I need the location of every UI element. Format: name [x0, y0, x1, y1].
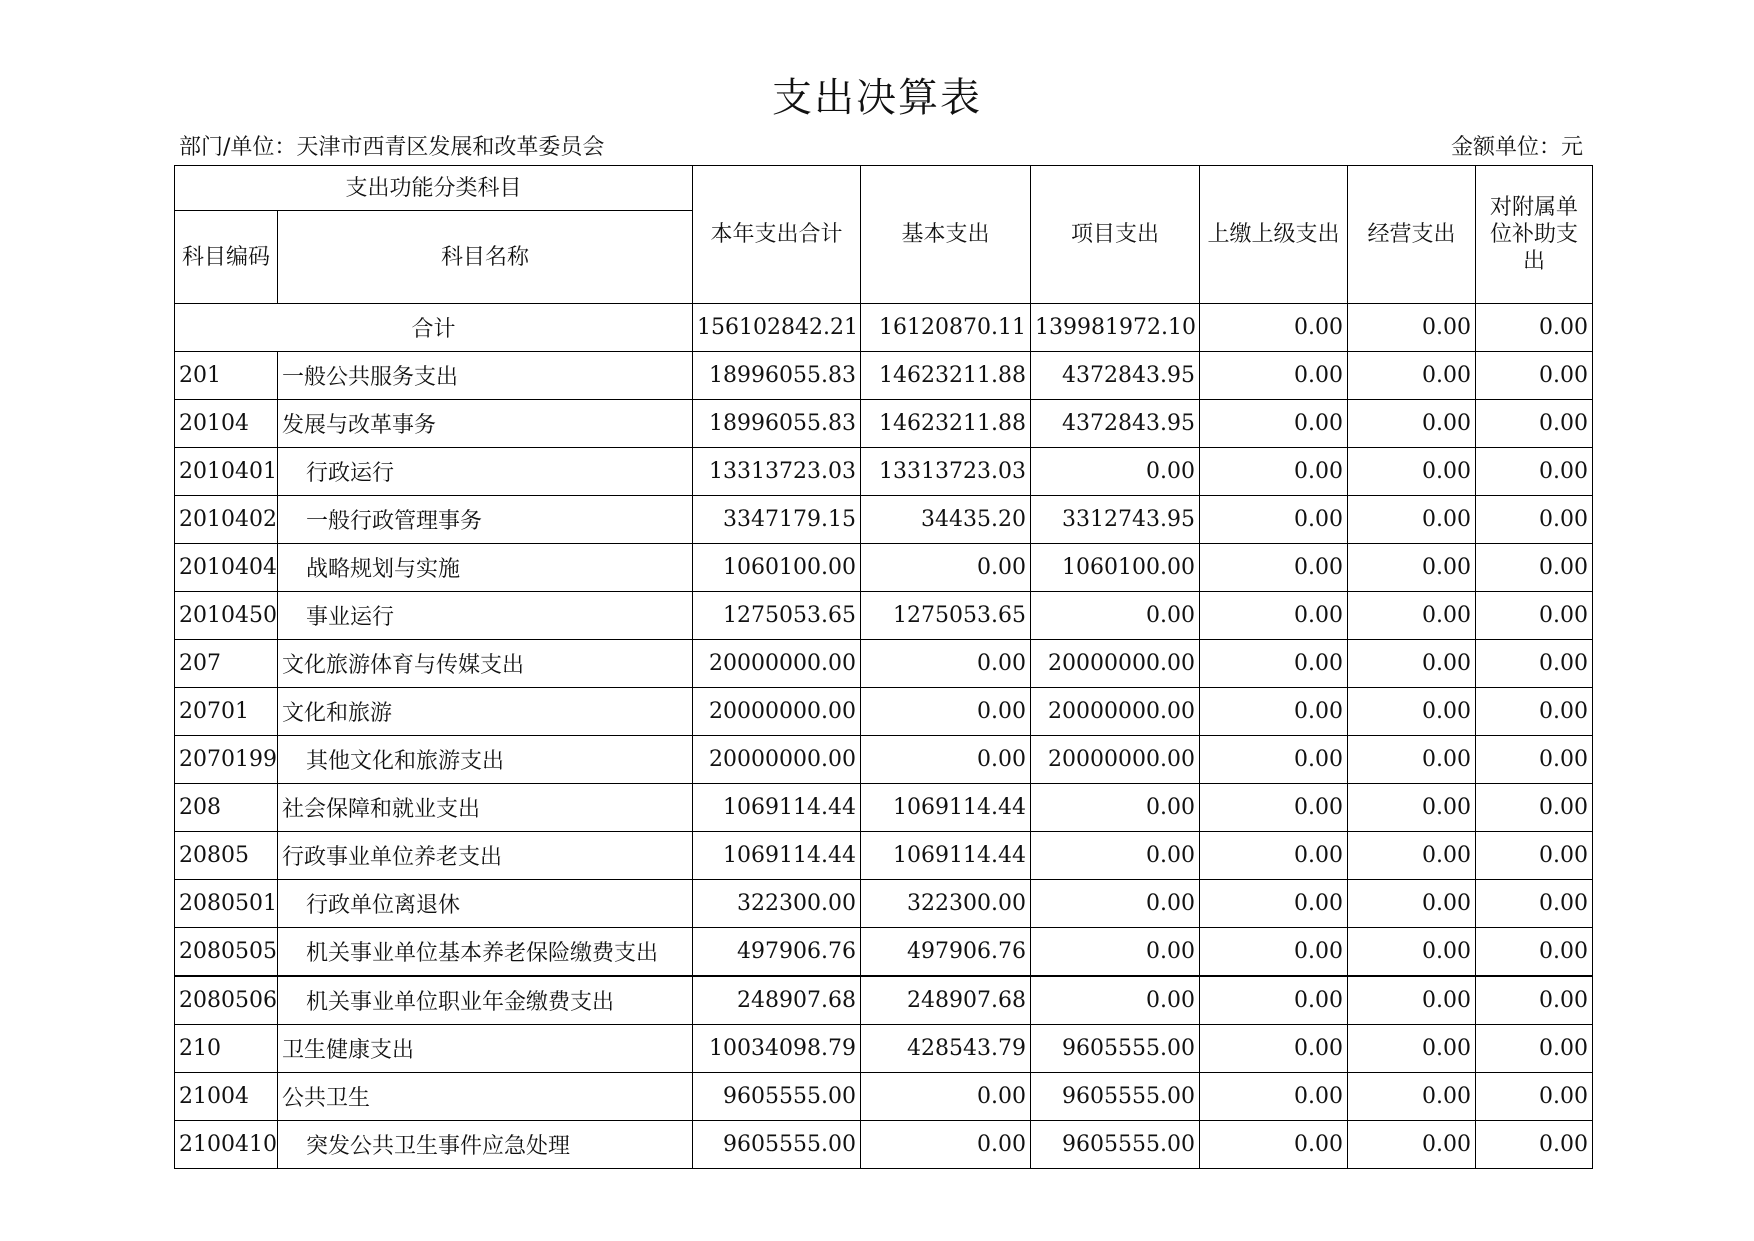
cell-project: 0.00 [1031, 592, 1200, 640]
table-row [175, 832, 1593, 880]
cell-basic: 0.00 [861, 544, 1031, 592]
cell-upper: 0.00 [1200, 880, 1348, 928]
cell-basic: 0.00 [861, 640, 1031, 688]
cell-subsidy: 0.00 [1476, 1073, 1593, 1121]
cell-basic: 1069114.44 [861, 784, 1031, 832]
cell-project: 0.00 [1031, 976, 1200, 1025]
header-basic: 基本支出 [861, 166, 1031, 304]
cell-subsidy: 0.00 [1476, 736, 1593, 784]
cell-total: 13313723.03 [693, 448, 861, 496]
cell-business: 0.00 [1348, 976, 1476, 1025]
cell-total: 10034098.79 [693, 1025, 861, 1073]
cell-business: 0.00 [1348, 640, 1476, 688]
cell-total: 1060100.00 [693, 544, 861, 592]
cell-name: 机关事业单位基本养老保险缴费支出 [278, 928, 693, 977]
cell-name: 机关事业单位职业年金缴费支出 [278, 976, 693, 1025]
cell-subsidy: 0.00 [1476, 496, 1593, 544]
cell-business: 0.00 [1348, 928, 1476, 977]
cell-name: 战略规划与实施 [278, 544, 693, 592]
cell-code: 2080506 [175, 976, 278, 1025]
cell-total: 9605555.00 [693, 1073, 861, 1121]
cell-subsidy: 0.00 [1476, 832, 1593, 880]
header-function-classification: 支出功能分类科目 [175, 166, 693, 211]
cell-code: 2010404 [175, 544, 278, 592]
cell-code: 201 [175, 352, 278, 400]
header-total: 本年支出合计 [693, 166, 861, 304]
cell-code: 2010401 [175, 448, 278, 496]
cell-project: 20000000.00 [1031, 688, 1200, 736]
cell-subsidy: 0.00 [1476, 928, 1593, 977]
table-row [175, 688, 1593, 736]
cell-project: 9605555.00 [1031, 1121, 1200, 1169]
cell-subsidy: 0.00 [1476, 592, 1593, 640]
cell-basic: 322300.00 [861, 880, 1031, 928]
cell-code: 2070199 [175, 736, 278, 784]
cell-name: 其他文化和旅游支出 [278, 736, 693, 784]
cell-code: 2010402 [175, 496, 278, 544]
cell-total: 3347179.15 [693, 496, 861, 544]
cell-basic: 0.00 [861, 1121, 1031, 1169]
cell-basic: 0.00 [861, 1073, 1031, 1121]
cell-total: 18996055.83 [693, 352, 861, 400]
table-row [175, 1073, 1593, 1121]
cell-upper: 0.00 [1200, 640, 1348, 688]
cell-upper: 0.00 [1200, 928, 1348, 977]
table-row [175, 448, 1593, 496]
cell-business: 0.00 [1348, 688, 1476, 736]
cell-project: 0.00 [1031, 784, 1200, 832]
cell-business: 0.00 [1348, 736, 1476, 784]
cell-upper: 0.00 [1200, 448, 1348, 496]
total-subsidy: 0.00 [1476, 304, 1593, 352]
cell-business: 0.00 [1348, 352, 1476, 400]
cell-business: 0.00 [1348, 784, 1476, 832]
cell-business: 0.00 [1348, 592, 1476, 640]
cell-code: 207 [175, 640, 278, 688]
cell-business: 0.00 [1348, 1121, 1476, 1169]
cell-upper: 0.00 [1200, 400, 1348, 448]
cell-basic: 1275053.65 [861, 592, 1031, 640]
total-project: 139981972.10 [1031, 304, 1200, 352]
cell-basic: 13313723.03 [861, 448, 1031, 496]
cell-business: 0.00 [1348, 496, 1476, 544]
header-code: 科目编码 [175, 211, 278, 304]
cell-basic: 34435.20 [861, 496, 1031, 544]
header-upper: 上缴上级支出 [1200, 166, 1348, 304]
cell-total: 20000000.00 [693, 736, 861, 784]
cell-upper: 0.00 [1200, 1073, 1348, 1121]
cell-project: 0.00 [1031, 880, 1200, 928]
cell-subsidy: 0.00 [1476, 880, 1593, 928]
cell-total: 1069114.44 [693, 784, 861, 832]
cell-basic: 248907.68 [861, 976, 1031, 1025]
cell-basic: 14623211.88 [861, 400, 1031, 448]
cell-subsidy: 0.00 [1476, 448, 1593, 496]
cell-subsidy: 0.00 [1476, 640, 1593, 688]
cell-basic: 0.00 [861, 736, 1031, 784]
cell-subsidy: 0.00 [1476, 400, 1593, 448]
cell-project: 9605555.00 [1031, 1073, 1200, 1121]
header-name: 科目名称 [278, 211, 693, 304]
table-row [175, 592, 1593, 640]
cell-code: 21004 [175, 1073, 278, 1121]
cell-code: 2010450 [175, 592, 278, 640]
cell-total: 18996055.83 [693, 400, 861, 448]
table-row [175, 880, 1593, 928]
cell-project: 4372843.95 [1031, 352, 1200, 400]
total-business: 0.00 [1348, 304, 1476, 352]
cell-basic: 14623211.88 [861, 352, 1031, 400]
cell-total: 20000000.00 [693, 640, 861, 688]
total-sum: 156102842.21 [693, 304, 861, 352]
cell-upper: 0.00 [1200, 784, 1348, 832]
cell-upper: 0.00 [1200, 592, 1348, 640]
cell-project: 20000000.00 [1031, 640, 1200, 688]
cell-code: 208 [175, 784, 278, 832]
cell-subsidy: 0.00 [1476, 1025, 1593, 1073]
cell-subsidy: 0.00 [1476, 544, 1593, 592]
cell-name: 公共卫生 [278, 1073, 693, 1121]
cell-upper: 0.00 [1200, 1025, 1348, 1073]
cell-total: 1069114.44 [693, 832, 861, 880]
cell-name: 文化旅游体育与传媒支出 [278, 640, 693, 688]
cell-name: 突发公共卫生事件应急处理 [278, 1121, 693, 1169]
cell-upper: 0.00 [1200, 976, 1348, 1025]
table-row [175, 928, 1593, 977]
cell-name: 行政事业单位养老支出 [278, 832, 693, 880]
header-business: 经营支出 [1348, 166, 1476, 304]
cell-upper: 0.00 [1200, 496, 1348, 544]
cell-name: 社会保障和就业支出 [278, 784, 693, 832]
cell-code: 20104 [175, 400, 278, 448]
total-label: 合计 [175, 304, 693, 352]
cell-business: 0.00 [1348, 1073, 1476, 1121]
cell-name: 卫生健康支出 [278, 1025, 693, 1073]
table-row [175, 640, 1593, 688]
cell-upper: 0.00 [1200, 736, 1348, 784]
cell-name: 行政单位离退休 [278, 880, 693, 928]
cell-subsidy: 0.00 [1476, 1121, 1593, 1169]
cell-business: 0.00 [1348, 1025, 1476, 1073]
cell-total: 248907.68 [693, 976, 861, 1025]
cell-subsidy: 0.00 [1476, 352, 1593, 400]
expenditure-table [174, 165, 1593, 1169]
table-row [175, 1025, 1593, 1073]
cell-project: 1060100.00 [1031, 544, 1200, 592]
page-title: 支出决算表 [772, 75, 982, 121]
cell-upper: 0.00 [1200, 688, 1348, 736]
table-row [175, 784, 1593, 832]
table-row [175, 544, 1593, 592]
cell-total: 9605555.00 [693, 1121, 861, 1169]
cell-total: 1275053.65 [693, 592, 861, 640]
cell-business: 0.00 [1348, 400, 1476, 448]
cell-name: 一般行政管理事务 [278, 496, 693, 544]
cell-subsidy: 0.00 [1476, 784, 1593, 832]
cell-name: 一般公共服务支出 [278, 352, 693, 400]
table-row [175, 976, 1593, 1025]
cell-project: 9605555.00 [1031, 1025, 1200, 1073]
cell-total: 322300.00 [693, 880, 861, 928]
header-subsidy: 对附属单位补助支出 [1476, 166, 1593, 304]
cell-name: 发展与改革事务 [278, 400, 693, 448]
cell-total: 20000000.00 [693, 688, 861, 736]
table-row [175, 352, 1593, 400]
cell-basic: 497906.76 [861, 928, 1031, 977]
cell-basic: 428543.79 [861, 1025, 1031, 1073]
total-basic: 16120870.11 [861, 304, 1031, 352]
cell-name: 行政运行 [278, 448, 693, 496]
cell-project: 20000000.00 [1031, 736, 1200, 784]
cell-code: 20701 [175, 688, 278, 736]
table-row [175, 400, 1593, 448]
cell-subsidy: 0.00 [1476, 688, 1593, 736]
department-label: 部门/单位：天津市西青区发展和改革委员会 [179, 135, 605, 160]
cell-name: 文化和旅游 [278, 688, 693, 736]
cell-project: 0.00 [1031, 832, 1200, 880]
table-row [175, 496, 1593, 544]
cell-basic: 1069114.44 [861, 832, 1031, 880]
cell-basic: 0.00 [861, 688, 1031, 736]
cell-business: 0.00 [1348, 880, 1476, 928]
total-row [175, 304, 1593, 352]
cell-project: 4372843.95 [1031, 400, 1200, 448]
cell-business: 0.00 [1348, 832, 1476, 880]
total-upper: 0.00 [1200, 304, 1348, 352]
table-row [175, 736, 1593, 784]
cell-project: 0.00 [1031, 928, 1200, 977]
cell-code: 2080505 [175, 928, 278, 977]
table-row [175, 1121, 1593, 1169]
cell-project: 0.00 [1031, 448, 1200, 496]
cell-code: 20805 [175, 832, 278, 880]
header-project: 项目支出 [1031, 166, 1200, 304]
cell-upper: 0.00 [1200, 832, 1348, 880]
currency-unit-label: 金额单位：元 [1450, 135, 1583, 160]
cell-subsidy: 0.00 [1476, 976, 1593, 1025]
cell-code: 2100410 [175, 1121, 278, 1169]
cell-code: 210 [175, 1025, 278, 1073]
cell-business: 0.00 [1348, 544, 1476, 592]
cell-upper: 0.00 [1200, 1121, 1348, 1169]
cell-business: 0.00 [1348, 448, 1476, 496]
cell-name: 事业运行 [278, 592, 693, 640]
cell-total: 497906.76 [693, 928, 861, 977]
cell-upper: 0.00 [1200, 544, 1348, 592]
cell-upper: 0.00 [1200, 352, 1348, 400]
cell-project: 3312743.95 [1031, 496, 1200, 544]
cell-code: 2080501 [175, 880, 278, 928]
